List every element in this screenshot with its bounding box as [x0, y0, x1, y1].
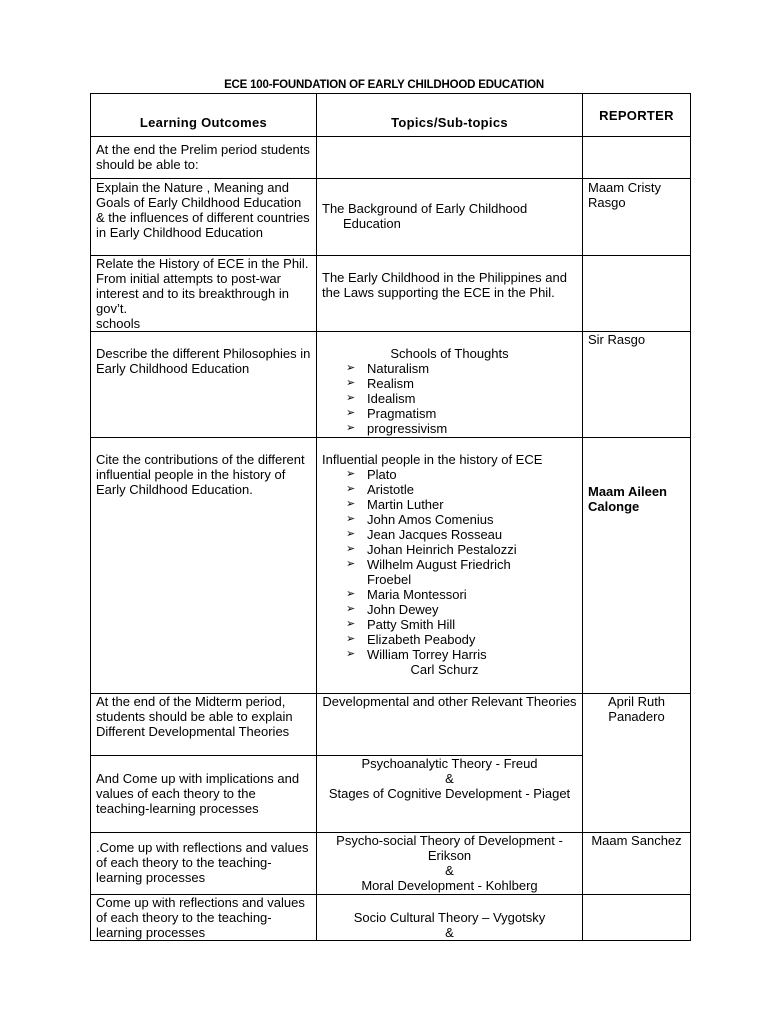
topic-list [322, 467, 577, 662]
list-item: ➢ Jean Jacques Rosseau [346, 527, 503, 542]
arrow-bullet-icon: ➢ [346, 588, 356, 600]
topic-line: Education [343, 216, 401, 231]
arrow-bullet-icon: ➢ [346, 498, 356, 510]
outcome-cell: .Come up with reflections and values of each theory to the teaching-learning processes [91, 833, 317, 895]
arrow-bullet-icon: ➢ [346, 422, 356, 434]
table-row [91, 438, 691, 694]
table-row [91, 137, 691, 179]
header-reporter: REPORTER [583, 94, 691, 137]
ampersand: & [445, 863, 454, 878]
list-item: ➢ John Amos Comenius [346, 512, 494, 527]
list-item: ➢ Pragmatism [346, 406, 437, 421]
list-item: ➢ Idealism [346, 391, 416, 406]
topic-cell [317, 137, 583, 179]
arrow-bullet-icon: ➢ [346, 648, 356, 660]
arrow-bullet-icon: ➢ [346, 603, 356, 615]
list-item-continuation: Froebel [367, 572, 412, 587]
list-item: ➢ progressivism [346, 421, 448, 436]
reporter-cell: Sir Rasgo [583, 332, 691, 438]
list-item: ➢ Plato [346, 467, 397, 482]
topic-cell: Developmental and other Relevant Theories [317, 694, 583, 756]
arrow-bullet-icon: ➢ [346, 528, 356, 540]
table-header-row [91, 94, 691, 137]
arrow-bullet-icon: ➢ [346, 377, 356, 389]
table-row [91, 332, 691, 438]
table-row [91, 256, 691, 332]
arrow-bullet-icon: ➢ [346, 468, 356, 480]
outcome-cell: Describe the different Philosophies in Early Childhood Education [91, 332, 317, 438]
arrow-bullet-icon: ➢ [346, 362, 356, 374]
arrow-bullet-icon: ➢ [346, 407, 356, 419]
topic-cell [317, 438, 583, 694]
list-item: ➢ John Dewey [346, 602, 439, 617]
header-topics: Topics/Sub-topics [317, 94, 583, 137]
outcome-cell: At the end the Prelim period students should be able to: [91, 137, 317, 179]
list-item: ➢ William Torrey Harris [346, 647, 487, 662]
outcome-cell: And Come up with implications and values of each theory to the teaching-learning processes [91, 756, 317, 833]
topic-cell [317, 756, 583, 833]
outcome-cell: Come up with reflections and values of each theory to the teaching-learning processes [91, 895, 317, 941]
header-learning-outcomes: Learning Outcomes [91, 94, 317, 137]
topic-heading: Influential people in the history of ECE [322, 452, 543, 467]
topic-line: The Background of Early Childhood [322, 201, 528, 216]
list-item: ➢ Johan Heinrich Pestalozzi [346, 542, 517, 557]
table-row [91, 833, 691, 895]
reporter-cell: April Ruth Panadero [583, 694, 691, 833]
arrow-bullet-icon: ➢ [346, 558, 356, 570]
document-title: ECE 100-FOUNDATION OF EARLY CHILDHOOD EDUCATION [224, 79, 544, 91]
outcome-text: Relate the History of ECE in the Phil. From initial attempts to post-war interest and to its breakthrough in gov’t. [96, 256, 309, 316]
arrow-bullet-icon: ➢ [346, 483, 356, 495]
topic-line: Psycho-social Theory of Development - Erikson [336, 833, 563, 863]
outcome-cell: Explain the Nature , Meaning and Goals of Early Childhood Education & the influences of different countries in Early Childhood Education [91, 179, 317, 256]
outcome-cell [91, 256, 317, 332]
list-item: ➢ Wilhelm August Friedrich [346, 557, 511, 572]
outcome-cell: At the end of the Midterm period, students should be able to explain Different Developmental Theories [91, 694, 317, 756]
arrow-bullet-icon: ➢ [346, 513, 356, 525]
ampersand: & [445, 771, 454, 786]
list-item: ➢ Patty Smith Hill [346, 617, 456, 632]
list-item: ➢ Martin Luther [346, 497, 444, 512]
list-item: ➢ Elizabeth Peabody [346, 632, 476, 647]
topic-list [322, 361, 577, 436]
topic-tail: Carl Schurz [410, 662, 479, 677]
table-row [91, 179, 691, 256]
arrow-bullet-icon: ➢ [346, 392, 356, 404]
list-item: ➢ Aristotle [346, 482, 414, 497]
list-item: ➢ Maria Montessori [346, 587, 467, 602]
reporter-cell: Maam Cristy Rasgo [583, 179, 691, 256]
arrow-bullet-icon: ➢ [346, 633, 356, 645]
reporter-cell: Maam Sanchez [583, 833, 691, 895]
topic-heading: Schools of Thoughts [390, 346, 509, 361]
syllabus-table [90, 93, 691, 941]
outcome-cell: Cite the contributions of the different influential people in the history of Early Childhood Education. [91, 438, 317, 694]
topic-line: Moral Development - Kohlberg [361, 878, 538, 893]
topic-cell [317, 179, 583, 256]
topic-cell [317, 332, 583, 438]
arrow-bullet-icon: ➢ [346, 543, 356, 555]
table-row [91, 694, 691, 756]
topic-line: Psychoanalytic Theory - Freud [361, 756, 538, 771]
arrow-bullet-icon: ➢ [346, 618, 356, 630]
reporter-cell [583, 895, 691, 941]
ampersand: & [445, 925, 454, 940]
reporter-cell [583, 137, 691, 179]
topic-cell [317, 833, 583, 895]
topic-cell [317, 895, 583, 941]
list-item: ➢ Naturalism [346, 361, 430, 376]
table-row [91, 895, 691, 941]
topic-line: Stages of Cognitive Development - Piaget [328, 786, 571, 801]
reporter-cell: Maam Aileen Calonge [583, 438, 691, 694]
reporter-cell [583, 256, 691, 332]
list-item: ➢ Realism [346, 376, 414, 391]
outcome-text: schools [96, 316, 141, 331]
topic-line: Socio Cultural Theory – Vygotsky [353, 910, 546, 925]
topic-cell: The Early Childhood in the Philippines and the Laws supporting the ECE in the Phil. [317, 256, 583, 332]
